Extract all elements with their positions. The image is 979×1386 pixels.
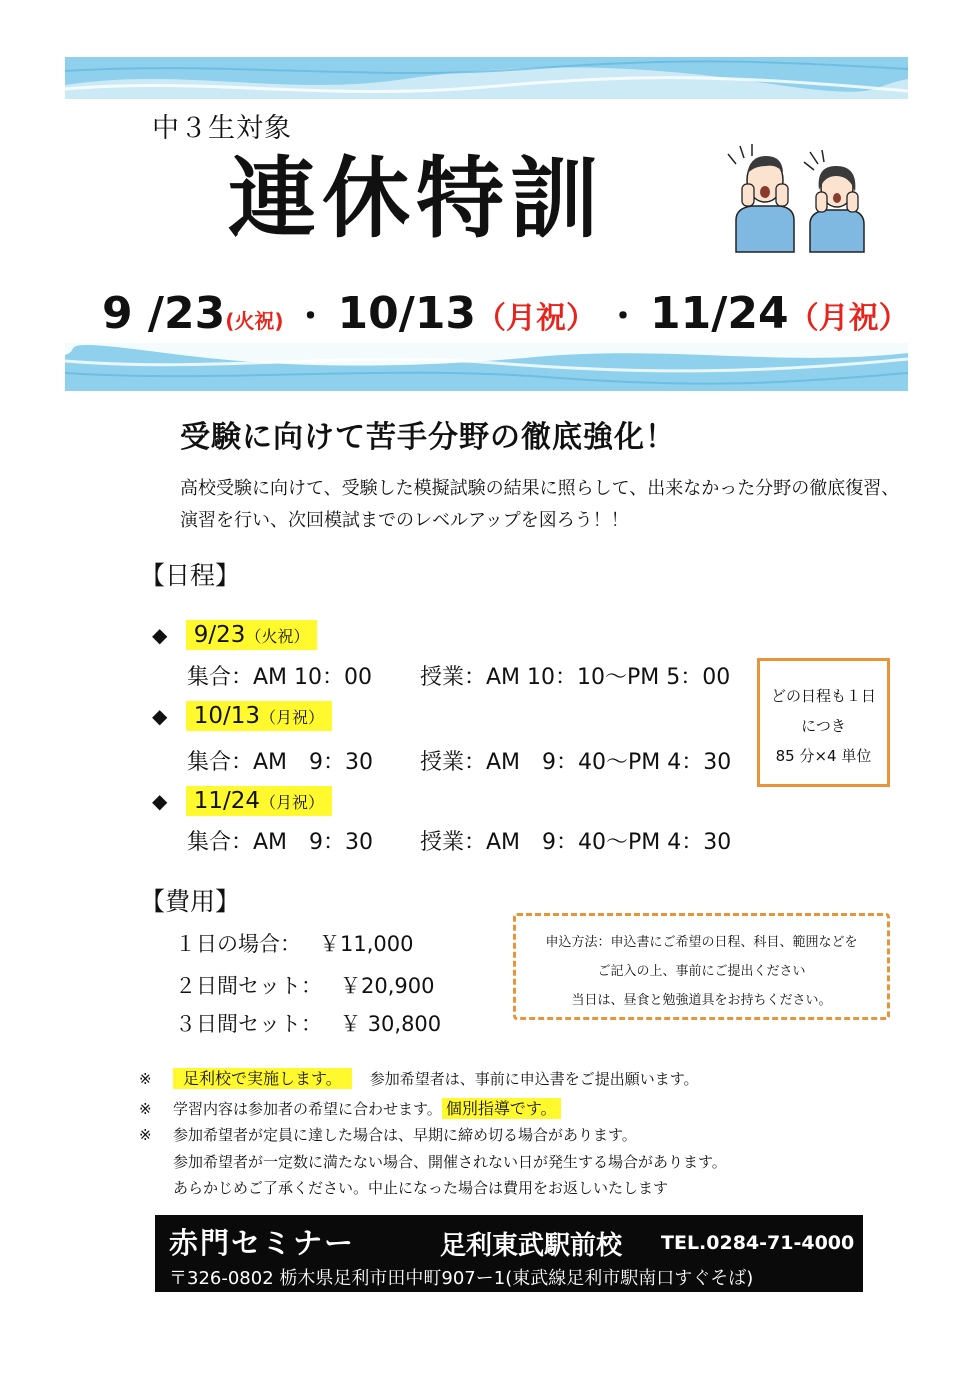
location-highlight: 足利校で実施します。	[173, 1068, 352, 1089]
diamond-bullet-icon: ◆	[152, 789, 168, 813]
fees-heading: 【費用】	[140, 887, 241, 916]
fee-row	[175, 928, 413, 958]
date-1: 9 /23	[102, 288, 226, 339]
fee-label: １日の場合：	[175, 932, 301, 956]
class-time-2: 授業：AM 9：40～PM 4：30	[420, 750, 732, 775]
schedule-weekday: （月祝）	[260, 793, 325, 812]
apply-line: ご記入の上、事前にご提出ください	[597, 964, 806, 979]
address: 〒326-0802 栃木県足利市田中町907ー1(東武線足利市駅南口すぐそば)	[169, 1268, 754, 1289]
date-separator: ・	[606, 297, 641, 337]
students-illustration	[718, 140, 868, 255]
branch-name: 足利東武駅前校	[440, 1231, 623, 1261]
class-time-1: 授業：AM 10：10～PM 5：00	[420, 665, 731, 690]
note-line-2	[139, 1096, 561, 1119]
schedule-date-highlight	[186, 786, 332, 816]
note-line-5: あらかじめご了承ください。中止になった場合は費用をお返しいたします	[173, 1179, 669, 1197]
note-line-3	[139, 1124, 637, 1145]
application-info-box	[513, 913, 890, 1020]
fee-amount: ￥20,900	[340, 974, 435, 998]
schedule-item-2	[152, 703, 332, 729]
schedule-weekday: （月祝）	[260, 708, 325, 727]
school-name: 赤門セミナー	[169, 1226, 356, 1260]
schedule-item-1	[152, 622, 317, 648]
units-note-box	[757, 658, 890, 787]
schedule-date: 10/13	[193, 703, 261, 729]
apply-line: 申込方法：申込書にご希望の日程、科目、範囲などを	[545, 935, 858, 950]
apply-line: 当日は、昼食と勉強道具をお持ちください。	[571, 993, 832, 1008]
diamond-bullet-icon: ◆	[152, 704, 168, 728]
fee-row	[175, 1008, 441, 1038]
note-text: 参加希望者が定員に達した場合は、早期に締め切る場合があります。	[173, 1126, 637, 1144]
note-text: 参加希望者は、事前に申込書をご提出願います。	[369, 1070, 699, 1088]
date-3: 11/24	[650, 288, 789, 339]
target-audience: 中３生対象	[152, 113, 292, 144]
fee-amount: ￥11,000	[319, 932, 414, 956]
gather-time-3: 集合：AM 9：30	[187, 830, 374, 855]
units-note-line: どの日程も１日	[770, 687, 876, 705]
gather-time-2: 集合：AM 9：30	[187, 750, 374, 775]
event-dates	[102, 288, 909, 348]
class-time-3: 授業：AM 9：40～PM 4：30	[420, 830, 732, 855]
fee-amount: ￥ 30,800	[340, 1012, 442, 1036]
date-2-weekday: （月祝）	[476, 301, 597, 336]
units-note-line: 85 分×4 単位	[775, 747, 872, 765]
fee-row	[175, 970, 434, 1000]
gather-time-1: 集合：AM 10：00	[187, 665, 373, 690]
date-separator: ・	[293, 297, 328, 337]
note-mark: ※	[139, 1126, 152, 1144]
intro-line-1: 高校受験に向けて、受験した模擬試験の結果に照らして、出来なかった分野の徹底復習、	[180, 478, 900, 499]
date-2: 10/13	[337, 288, 477, 339]
footer-banner	[155, 1215, 863, 1292]
phone-number: TEL.0284-71-4000	[661, 1232, 855, 1254]
schedule-date-highlight	[186, 620, 318, 650]
note-text: 学習内容は参加者の希望に合わせます。	[173, 1100, 442, 1118]
individual-lesson-highlight: 個別指導です。	[442, 1098, 561, 1119]
note-mark: ※	[139, 1070, 152, 1088]
fee-label: ２日間セット：	[175, 974, 322, 998]
schedule-date-highlight	[186, 701, 332, 731]
page-title: 連休特訓	[228, 147, 605, 250]
units-note-line: につき	[801, 717, 846, 735]
fee-label: ３日間セット：	[175, 1012, 322, 1036]
schedule-heading: 【日程】	[140, 561, 241, 590]
headline: 受験に向けて苦手分野の徹底強化！	[180, 420, 676, 455]
schedule-date: 9/23	[193, 622, 246, 648]
schedule-weekday: （火祝）	[245, 627, 310, 646]
top-wave-banner	[65, 57, 908, 99]
bottom-wave-banner	[65, 343, 908, 391]
note-line-1	[139, 1066, 699, 1089]
intro-line-2: 演習を行い、次回模試までのレベルアップを図ろう！！	[180, 510, 629, 531]
diamond-bullet-icon: ◆	[152, 623, 168, 647]
date-3-weekday: （月祝）	[788, 301, 909, 336]
note-mark: ※	[139, 1100, 152, 1118]
schedule-item-3	[152, 788, 332, 814]
note-line-4: 参加希望者が一定数に満たない場合、開催されない日が発生する場合があります。	[173, 1153, 727, 1171]
date-1-weekday: (火祝)	[225, 309, 284, 333]
schedule-date: 11/24	[193, 788, 261, 814]
